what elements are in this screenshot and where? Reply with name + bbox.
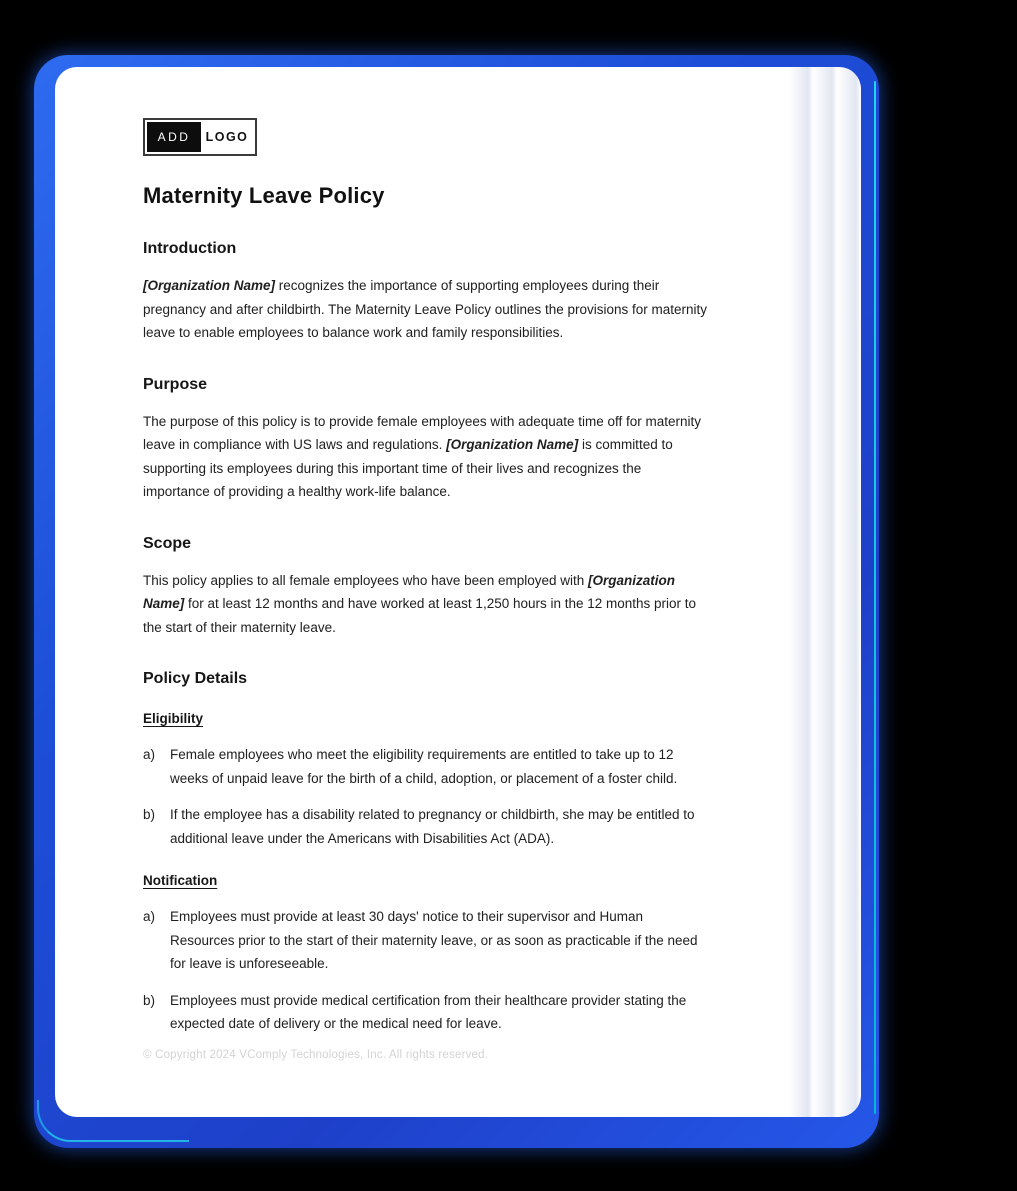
subsection-heading-notification: Notification: [143, 873, 218, 888]
document-frame: [34, 55, 879, 1148]
purpose-text-after: is committed to supporting its employees during this important time of their lives and recognizes the importance of providing a healthy work-life balance.: [143, 437, 673, 499]
scope-text-after: for at least 12 months and have worked at least 1,250 hours in the 12 months prior to the start of their maternity leave.: [143, 596, 697, 635]
scope-text-before: This policy applies to all female employees who have been employed with: [143, 572, 588, 588]
list-item-marker: b): [143, 992, 156, 1008]
page-title: Maternity Leave Policy: [143, 183, 385, 208]
section-heading-introduction: Introduction: [143, 240, 237, 257]
org-name-placeholder: [Organization Name]: [446, 437, 579, 452]
section-heading-policy-details: Policy Details: [143, 670, 248, 687]
org-name-placeholder: [Organization Name]: [143, 572, 675, 611]
notification-list: [143, 905, 710, 1036]
list-item-text: Employees must provide medical certification from their healthcare provider stating the expected date of delivery or the medical need for leave.: [170, 992, 687, 1031]
list-item: [143, 743, 710, 790]
eligibility-list: [143, 743, 710, 850]
list-item-marker: b): [143, 807, 156, 822]
document-content: [55, 67, 710, 1117]
list-item-text: Employees must provide at least 30 days' notice to their supervisor and Human Resources prior to the start of their maternity leave, or as soon as practicable if the need for leave is unforeseeable.: [170, 909, 698, 971]
list-item: [143, 905, 710, 976]
section-heading-purpose: Purpose: [143, 375, 208, 393]
list-item-text: Female employees who meet the eligibility requirements are entitled to take up to 12 weeks of unpaid leave for the birth of a child, adoption, or placement of a foster child.: [170, 747, 678, 786]
list-item-text: If the employee has a disability related to pregnancy or childbirth, she may be entitled to additional leave under the Americans with Disabilities Act (ADA).: [170, 807, 695, 846]
purpose-paragraph: [143, 410, 708, 504]
copyright-footer: © Copyright 2024 VComply Technologies, Inc. All rights reserved.: [143, 1049, 489, 1061]
section-heading-scope: Scope: [143, 534, 192, 552]
list-item-marker: a): [143, 747, 156, 762]
logo-label: LOGO: [205, 130, 249, 144]
document-page: [55, 67, 861, 1117]
org-name-placeholder: [Organization Name]: [143, 278, 276, 293]
subsection-heading-eligibility: Eligibility: [143, 711, 204, 726]
add-logo-placeholder[interactable]: [143, 118, 257, 156]
list-item-marker: a): [143, 909, 156, 924]
add-label: ADD: [147, 122, 201, 152]
introduction-paragraph: [143, 274, 708, 345]
scope-paragraph: [143, 569, 708, 640]
list-item: [143, 803, 710, 850]
purpose-text-before: The purpose of this policy is to provide female employees with adequate time off for maternity leave in compliance with US laws and regulations.: [143, 413, 702, 452]
list-item: [143, 989, 710, 1036]
page-stack-edge: [789, 67, 861, 1117]
introduction-text: recognizes the importance of supporting employees during their pregnancy and after childbirth. The Maternity Leave Policy outlines the provisions for maternity leave to enable employees to balance work and family responsibilities.: [143, 278, 708, 340]
